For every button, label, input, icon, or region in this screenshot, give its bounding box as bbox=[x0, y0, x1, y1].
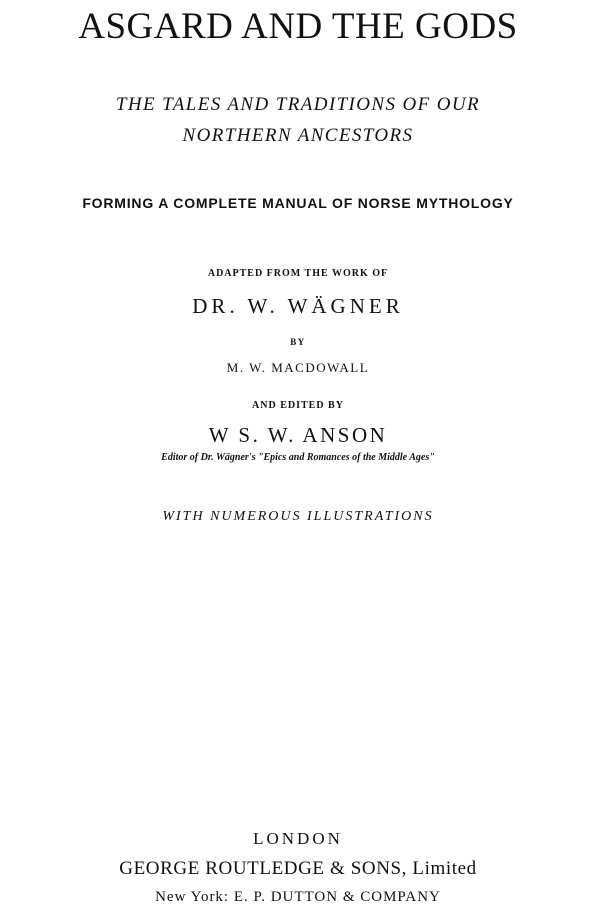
subtitle-line-1: THE TALES AND TRADITIONS OF OUR bbox=[115, 94, 481, 115]
editor-name: W S. W. ANSON bbox=[208, 423, 388, 447]
illustrations-note: WITH NUMEROUS ILLUSTRATIONS bbox=[162, 509, 434, 524]
adapted-from-label: ADAPTED FROM THE WORK OF bbox=[207, 268, 389, 279]
imprint-new-york: New York: E. P. DUTTON & COMPANY bbox=[155, 889, 441, 905]
book-description: FORMING A COMPLETE MANUAL OF NORSE MYTHOLOGY bbox=[82, 195, 514, 211]
imprint-publisher: GEORGE ROUTLEDGE & SONS, Limited bbox=[119, 858, 477, 879]
book-title: ASGARD AND THE GODS bbox=[78, 6, 518, 47]
subtitle-line-2: NORTHERN ANCESTORS bbox=[182, 125, 414, 146]
imprint-city: LONDON bbox=[253, 829, 343, 848]
editor-credentials: Editor of Dr. Wägner's "Epics and Romances of the Middle Ages" bbox=[161, 452, 435, 463]
by-label: BY bbox=[290, 337, 306, 347]
translator-name: M. W. MACDOWALL bbox=[226, 360, 370, 375]
original-author: DR. W. WÄGNER bbox=[192, 294, 404, 318]
edited-by-label: AND EDITED BY bbox=[252, 400, 344, 411]
